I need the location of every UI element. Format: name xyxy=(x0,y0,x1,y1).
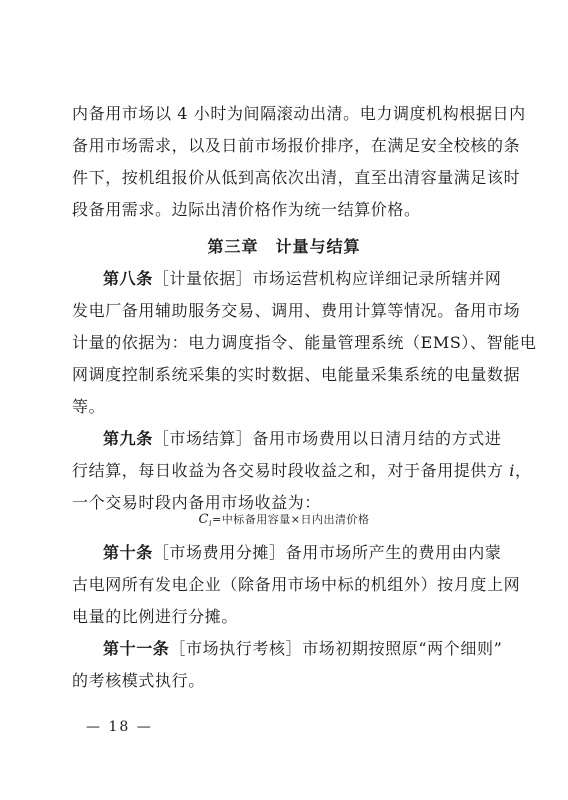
paragraph-line: 网调度控制系统采集的实时数据、电能量采集系统的电量数据 xyxy=(72,365,521,384)
article-10-title: 第十条 xyxy=(103,543,153,562)
article-9-line-2 xyxy=(72,460,532,482)
page-number: — 18 — xyxy=(86,719,153,735)
paragraph-line: 内备用市场以 4 小时为间隔滚动出清。电力调度机构根据日内 xyxy=(72,104,526,123)
article-8-title: 第八条 xyxy=(103,269,153,288)
formula xyxy=(0,512,568,532)
paragraph-line: 的考核模式执行。 xyxy=(72,671,205,690)
paragraph-line: 计量的依据为：电力调度指令、能量管理系统（EMS）、智能电 xyxy=(72,333,537,352)
article-11-first-line xyxy=(103,638,503,660)
paragraph-line: 备用市场需求，以及日前市场报价排序，在满足安全校核的条 xyxy=(72,136,521,155)
article-10-first-line xyxy=(103,542,503,564)
formula-expression: =中标备用容量×日内出清价格 xyxy=(212,513,370,526)
formula-variable: C xyxy=(198,512,209,527)
article-11-title: 第十一条 xyxy=(103,639,170,658)
article-9-text: ［市场结算］备用市场费用以日清月结的方式进 xyxy=(152,429,502,448)
paragraph-line: 一个交易时段内备用市场收益为： xyxy=(72,493,322,512)
formula-subscript: i xyxy=(208,519,213,529)
article-9-first-line xyxy=(103,428,503,450)
article-10-text: ［市场费用分摊］备用市场所产生的费用由内蒙 xyxy=(152,543,502,562)
paragraph-line: 发电厂备用辅助服务交易、调用、费用计算等情况。备用市场 xyxy=(72,301,521,320)
paragraph-line: 古电网所有发电企业（除备用市场中标的机组外）按月度上网 xyxy=(72,575,521,594)
article-9-title: 第九条 xyxy=(103,429,153,448)
paragraph-line: 件下，按机组报价从低到高依次出清，直至出清容量满足该时 xyxy=(72,168,521,187)
article-8-text: ［计量依据］市场运营机构应详细记录所辖并网 xyxy=(152,269,502,288)
paragraph-line: 电量的比例进行分摊。 xyxy=(72,607,239,626)
paragraph-line: 段备用需求。边际出清价格作为统一结算价格。 xyxy=(72,200,421,219)
chapter-title: 第三章 计量与结算 xyxy=(207,237,361,256)
variable-i: i xyxy=(509,461,516,480)
paragraph-line: 等。 xyxy=(72,397,106,416)
article-9-line-2-end: ， xyxy=(515,461,532,480)
article-8-first-line xyxy=(103,268,503,290)
article-11-text: ［市场执行考核］市场初期按照原“两个细则” xyxy=(169,639,503,658)
article-9-line-2-text: 行结算，每日收益为各交易时段收益之和，对于备用提供方 xyxy=(72,461,510,480)
